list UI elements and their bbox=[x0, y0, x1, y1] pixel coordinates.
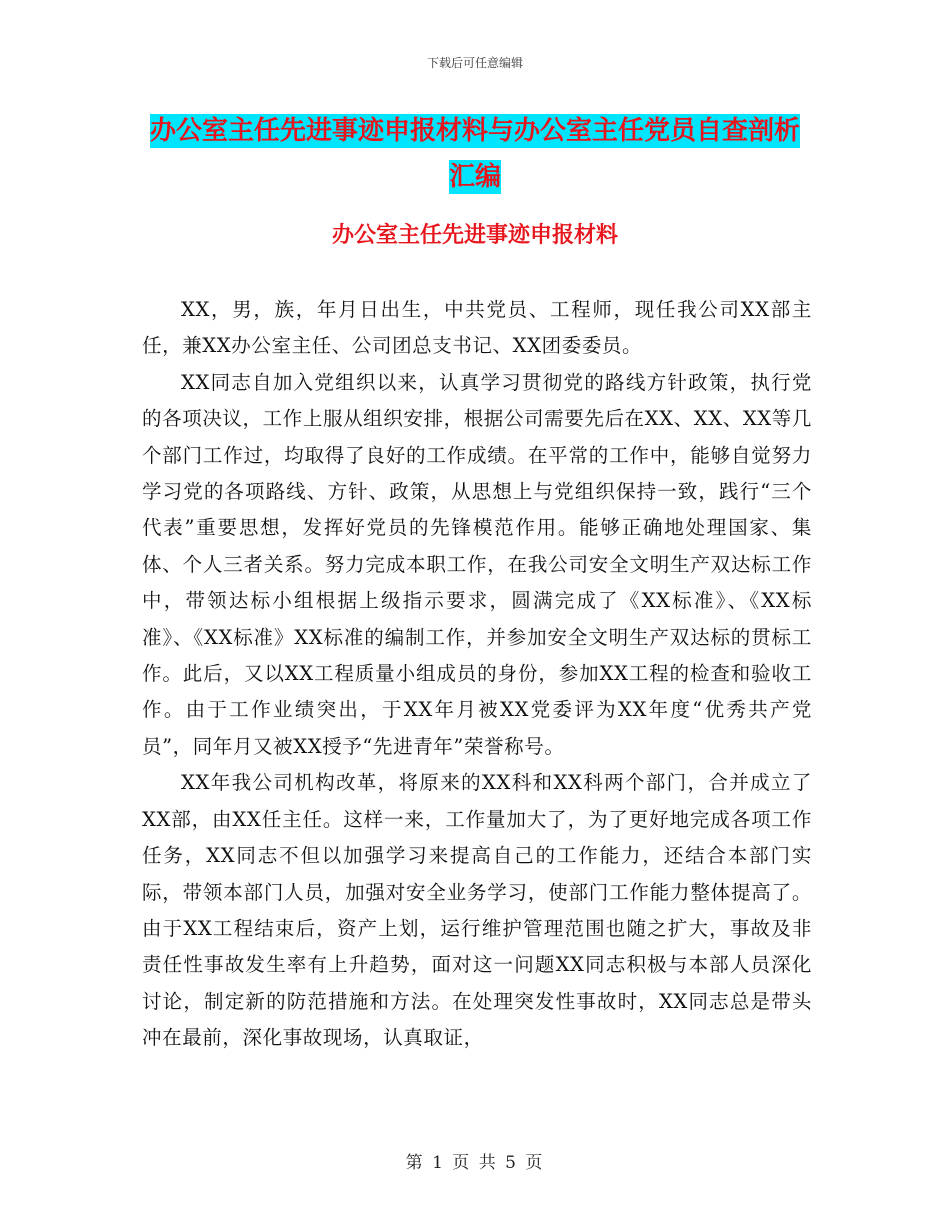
header-note: 下载后可任意编辑 bbox=[426, 56, 523, 70]
page-number: 第 1 页 共 5 页 bbox=[405, 1153, 545, 1173]
document-body bbox=[142, 292, 812, 1057]
paragraph: XX年我公司机构改革，将原来的XX科和XX科两个部门，合并成立了XX部，由XX任主任。这样一来，工作量加大了，为了更好地完成各项工作任务，XX同志不但以加强学习来提高自己的工作能力，还结合本部门实际，带领本部门人员，加强对安全业务学习，使部门工作能力整体提高了。由于XX工程结束后，资产上划，运行维护管理范围也随之扩大，事故及非责任性事故发生率有上升趋势，面对这一问题XX同志积极与本部人员深化讨论，制定新的防范措施和方法。在处理突发性事故时，XX同志总是带头冲在最前，深化事故现场，认真取证， bbox=[142, 771, 812, 1050]
paragraph: XX，男，族，年月日出生，中共党员、工程师，现任我公司XX部主任，兼XX办公室主任、公司团总支书记、XX团委委员。 bbox=[142, 298, 812, 358]
section-title: 办公室主任先进事迹申报材料 bbox=[331, 223, 618, 248]
document-title bbox=[140, 108, 810, 200]
document-title-text: 办公室主任先进事迹申报材料与办公室主任党员自查剖析汇编 bbox=[149, 116, 800, 192]
paragraph: XX同志自加入党组织以来，认真学习贯彻党的路线方针政策，执行党的各项决议，工作上服从组织安排，根据公司需要先后在XX、XX、XX等几个部门工作过，均取得了良好的工作成绩。在平常的工作中，能够自觉努力学习党的各项路线、方针、政策，从思想上与党组织保持一致，践行“三个代表”重要思想，发挥好党员的先锋模范作用。能够正确地处理国家、集体、个人三者关系。努力完成本职工作，在我公司安全文明生产双达标工作中，带领达标小组根据上级指示要求，圆满完成了《XX标准》、《XX标准》、《XX标准》XX标准的编制工作，并参加安全文明生产双达标的贯标工作。此后，又以XX工程质量小组成员的身份，参加XX工程的检查和验收工作。由于工作业绩突出，于XX年月被XX党委评为XX年度“优秀共产党员”，同年月又被XX授予“先进青年”荣誉称号。 bbox=[142, 370, 812, 758]
